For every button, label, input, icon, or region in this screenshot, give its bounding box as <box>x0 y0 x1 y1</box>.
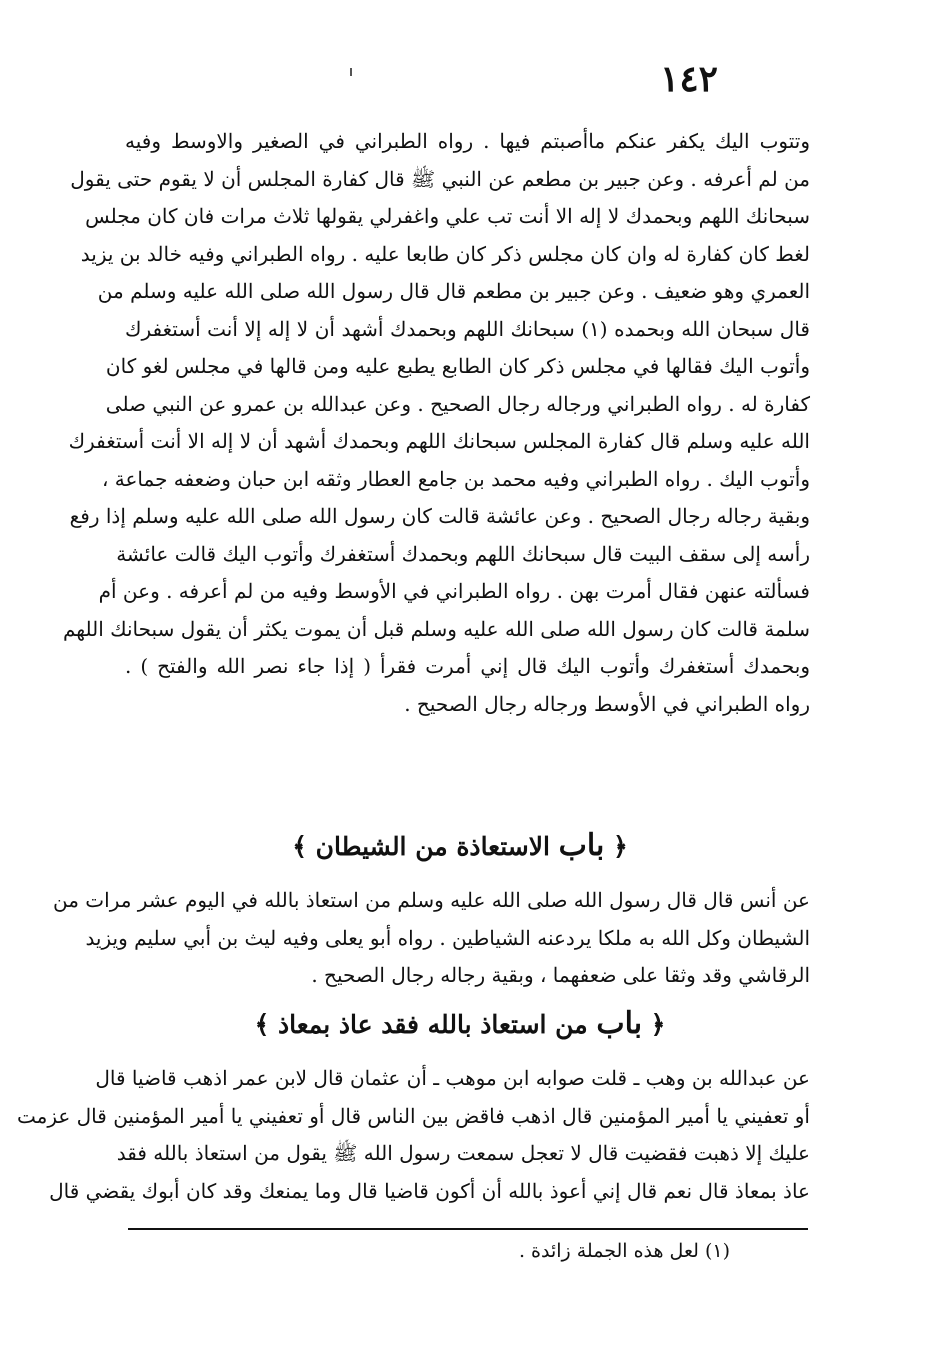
text-line: عليك إلا ذهبت فقضيت قال لا تعجل سمعت رسول الله ﷺ يقول من استعاذ بالله فقد <box>116 1141 810 1165</box>
text-line: لغط كان كفارة له وان كان مجلس ذكر كان طابعا عليه . رواه الطبراني وفيه خالد بن يزيد <box>80 241 810 266</box>
page-number: ١٤٢ <box>660 58 719 100</box>
text-line: سبحانك اللهم وبحمدك لا إله الا أنت تب علي واغفرلي يقولها ثلاث مرات فان كان مجلس <box>85 204 810 228</box>
text-line: قال سبحان الله وبحمده (١) سبحانك اللهم وبحمدك أشهد أن لا إله إلا أنت أستغفرك <box>125 316 810 341</box>
text-line: الله عليه وسلم قال كفارة المجلس سبحانك اللهم وبحمدك أشهد أن لا إله الا أنت أستغفرك <box>68 429 810 453</box>
scan-mark <box>350 68 352 76</box>
text-line: عن أنس قال قال رسول الله صلى الله عليه وسلم من استعاذ بالله في اليوم عشر مرات من <box>53 888 810 912</box>
text-line: الرقاشي وقد وثقا على ضعفهما ، وبقية رجاله رجال الصحيح . <box>311 963 810 987</box>
text-line: عاذ بمعاذ قال نعم قال إني أعوذ بالله أن أكون قاضيا قال وما يمنعك وقد كان أبوك يقضي قال <box>49 1178 810 1203</box>
main-text-block-3 <box>16 1060 810 1210</box>
text-line: أو تعفيني يا أمير المؤمنين قال اذهب فاقض بين الناس قال أو تعفيني يا أمير المؤمنين قال عزمت <box>16 1103 810 1128</box>
main-text-block-2 <box>53 882 810 995</box>
text-line: العمري وهو ضعيف . وعن جبير بن مطعم قال قال رسول الله صلى الله عليه وسلم من <box>97 279 810 303</box>
text-line: وتتوب اليك يكفر عنكم ماأصبتم فيها . رواه الطبراني في الصغير والاوسط وفيه <box>125 129 810 153</box>
text-line: وأتوب اليك . رواه الطبراني وفيه محمد بن جامع العطار وثقه ابن حبان وضعفه جماعة ، <box>101 466 810 491</box>
heading-word: باب <box>596 1006 643 1041</box>
text-line: وبقية رجاله رجال الصحيح . وعن عائشة قالت كان رسول الله صلى الله عليه وسلم إذا رفع <box>69 504 810 528</box>
text-line: فسألته عنهن فقال أمرت بهن . رواه الطبراني في الأوسط وفيه من لم أعرفه . وعن أم <box>98 579 810 603</box>
heading-word: باب <box>558 828 605 863</box>
heading-bracket-left: ﴾ <box>292 832 307 861</box>
text-line: وبحمدك أستغفرك وأتوب اليك قال إني أمرت فقرأ ( إذا جاء نصر الله والفتح ) . <box>125 654 810 678</box>
heading-bracket-left: ﴾ <box>254 1010 270 1039</box>
text-line: رأسه إلى سقف البيت قال سبحانك اللهم وبحمدك أستغفرك وأتوب اليك قالت عائشة <box>116 541 810 566</box>
main-text-block-1 <box>62 123 810 723</box>
footnote-divider <box>128 1228 808 1230</box>
text-line: من لم أعرفه . وعن جبير بن مطعم عن النبي ﷺ قال كفارة المجلس أن لا يقوم حتى يقول <box>70 166 810 191</box>
chapter-heading-ma'adh <box>180 1006 740 1041</box>
text-line: وأتوب اليك فقالها في مجلس ذكر كان الطابع يطبع عليه ومن قالها في مجلس لغو كان <box>105 354 810 378</box>
chapter-heading-isti'adha <box>180 828 740 863</box>
text-line: رواه الطبراني في الأوسط ورجاله رجال الصحيح . <box>404 691 810 716</box>
heading-bracket-right: ﴿ <box>650 1010 666 1039</box>
footnote: (١) لعل هذه الجملة زائدة . <box>518 1240 730 1262</box>
heading-title: من استعاذ بالله فقد عاذ بمعاذ <box>277 1010 588 1039</box>
text-line: عن عبدالله بن وهب ـ قلت صوابه ابن موهب ـ أن عثمان قال لابن عمر اذهب قاضيا قال <box>95 1066 810 1090</box>
text-line: سلمة قالت كان رسول الله صلى الله عليه وسلم قبل أن يموت يكثر أن يقول سبحانك اللهم <box>62 616 810 641</box>
text-line: كفارة له . رواه الطبراني ورجاله رجال الصحيح . وعن عبدالله بن عمرو عن النبي صلى <box>105 391 810 416</box>
heading-title: الاستعاذة من الشيطان <box>315 832 550 861</box>
heading-bracket-right: ﴿ <box>613 832 628 861</box>
text-line: الشيطان وكل الله به ملكا يردعنه الشياطين . رواه أبو يعلى وفيه ليث بن أبي سليم ويزيد <box>85 925 810 950</box>
